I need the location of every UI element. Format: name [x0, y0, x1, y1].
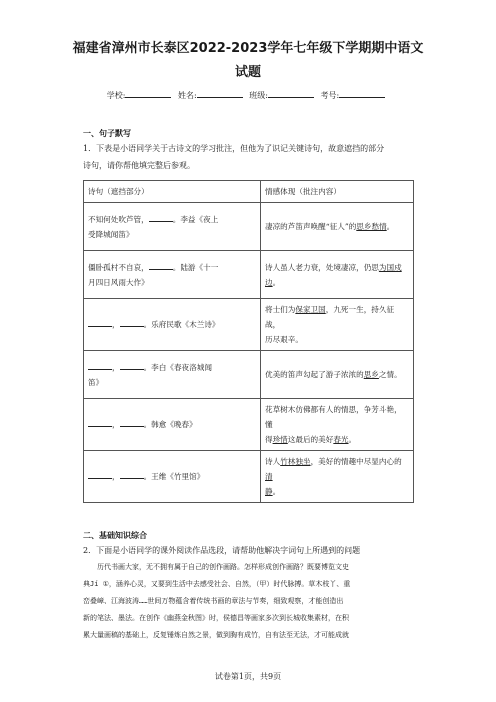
passage-line: 历代书画大家，无不拥有属于自己的创作画路。怎样形成创作画路？既要博览文史	[97, 563, 349, 571]
fill-blank	[120, 361, 144, 370]
table-row	[84, 299, 414, 351]
note-cell: 将士们为保家卫国，九死一生，持久征战， 历尽艰辛。	[261, 299, 414, 351]
poem-cell: ， 。李白《春夜洛城闻 笛》	[84, 351, 261, 399]
fill-blank	[88, 470, 112, 479]
reading-passage	[83, 559, 414, 644]
fill-blank	[120, 318, 144, 327]
table-row	[84, 451, 414, 503]
poem-annotation-table	[83, 180, 414, 503]
passage-line: 典Jí ①，涵养心灵，又要到生活中去感受社会、自然，（甲）时代脉搏。草木枝丫、重	[83, 580, 351, 588]
table-header-row	[84, 181, 414, 203]
fill-blank	[88, 318, 112, 327]
exam-no-blank	[339, 89, 385, 98]
section-heading-1: 一、句子默写	[83, 129, 131, 138]
note-cell: 诗人虽人老力衰，处境凄凉，仍思为国戍边。	[261, 251, 414, 299]
table-header-cell: 诗句（遮挡部分）	[84, 181, 261, 203]
class-label: 班级:	[249, 91, 268, 100]
note-cell: 花草树木仿佛都有人的情思，争芳斗艳，懂 得珍惜这最后的美好春光。	[261, 399, 414, 451]
passage-line: 峦叠嶂、江海波涛……世间万物蕴含着传统书画的章法与节奏，细致观察，才能创造出	[83, 597, 344, 605]
question-1-line2: 诗句，请你帮他填完整后参观。	[83, 161, 195, 170]
page-footer: 试卷第1页，共9页	[214, 672, 282, 681]
school-blank	[125, 89, 171, 98]
name-label: 姓名:	[178, 91, 197, 100]
poem-cell: 僵卧孤村不自哀， 。陆游《十一 月四日风雨大作》	[84, 251, 261, 299]
table-row	[84, 203, 414, 251]
fill-blank	[149, 213, 173, 222]
exam-no-label: 考号:	[320, 91, 340, 100]
student-info-line	[0, 89, 496, 101]
document-title-line2: 试题	[234, 65, 261, 80]
name-blank	[197, 89, 243, 98]
passage-line: 新的笔法、墨法。在创作《幽燕金秋图》时，侯德昌等画家多次到长城收集素材，在积	[83, 614, 349, 622]
poem-cell: ， 。乐府民歌《木兰诗》	[84, 299, 261, 351]
fill-blank	[149, 261, 173, 270]
class-blank	[268, 89, 314, 98]
passage-line: 累大量画稿的基础上，反复锤炼自然之景，做到胸有成竹，自有法至无法，才可能成就	[83, 631, 349, 639]
fill-blank	[88, 361, 112, 370]
poem-cell: ， 。韩愈《晚春》	[84, 399, 261, 451]
school-label: 学校:	[106, 91, 126, 100]
fill-blank	[120, 470, 144, 479]
table-row	[84, 251, 414, 299]
table-row	[84, 399, 414, 451]
fill-blank	[120, 418, 144, 427]
note-cell: 优美的笛声勾起了游子浓浓的思乡之情。	[261, 351, 414, 399]
table-header-cell: 情感体现（批注内容）	[261, 181, 414, 203]
note-cell: 凄凉的芦笛声唤醒“征人”的思乡愁情。	[261, 203, 414, 251]
document-title: 福建省漳州市长泰区2022-2023学年七年级下学期期中语文	[72, 41, 424, 56]
poem-cell: ， 。王维《竹里馆》	[84, 451, 261, 503]
note-cell: 诗人竹林独坐，美好的情趣中尽显内心的清 静。	[261, 451, 414, 503]
poem-cell: 不知何处吹芦管， 。李益《夜上 受降城闻笛》	[84, 203, 261, 251]
table-row	[84, 351, 414, 399]
question-2: 2．下面是小语同学的课外阅读作品选段，请帮助他解决字词句上所遇到的问题	[83, 546, 361, 555]
fill-blank	[88, 418, 112, 427]
section-heading-2: 二、基础知识综合	[83, 531, 147, 540]
question-1-line1: 1．下表是小语同学关于古诗文的学习批注，但他为了识记关键诗句，故意遮挡的部分	[83, 144, 385, 153]
